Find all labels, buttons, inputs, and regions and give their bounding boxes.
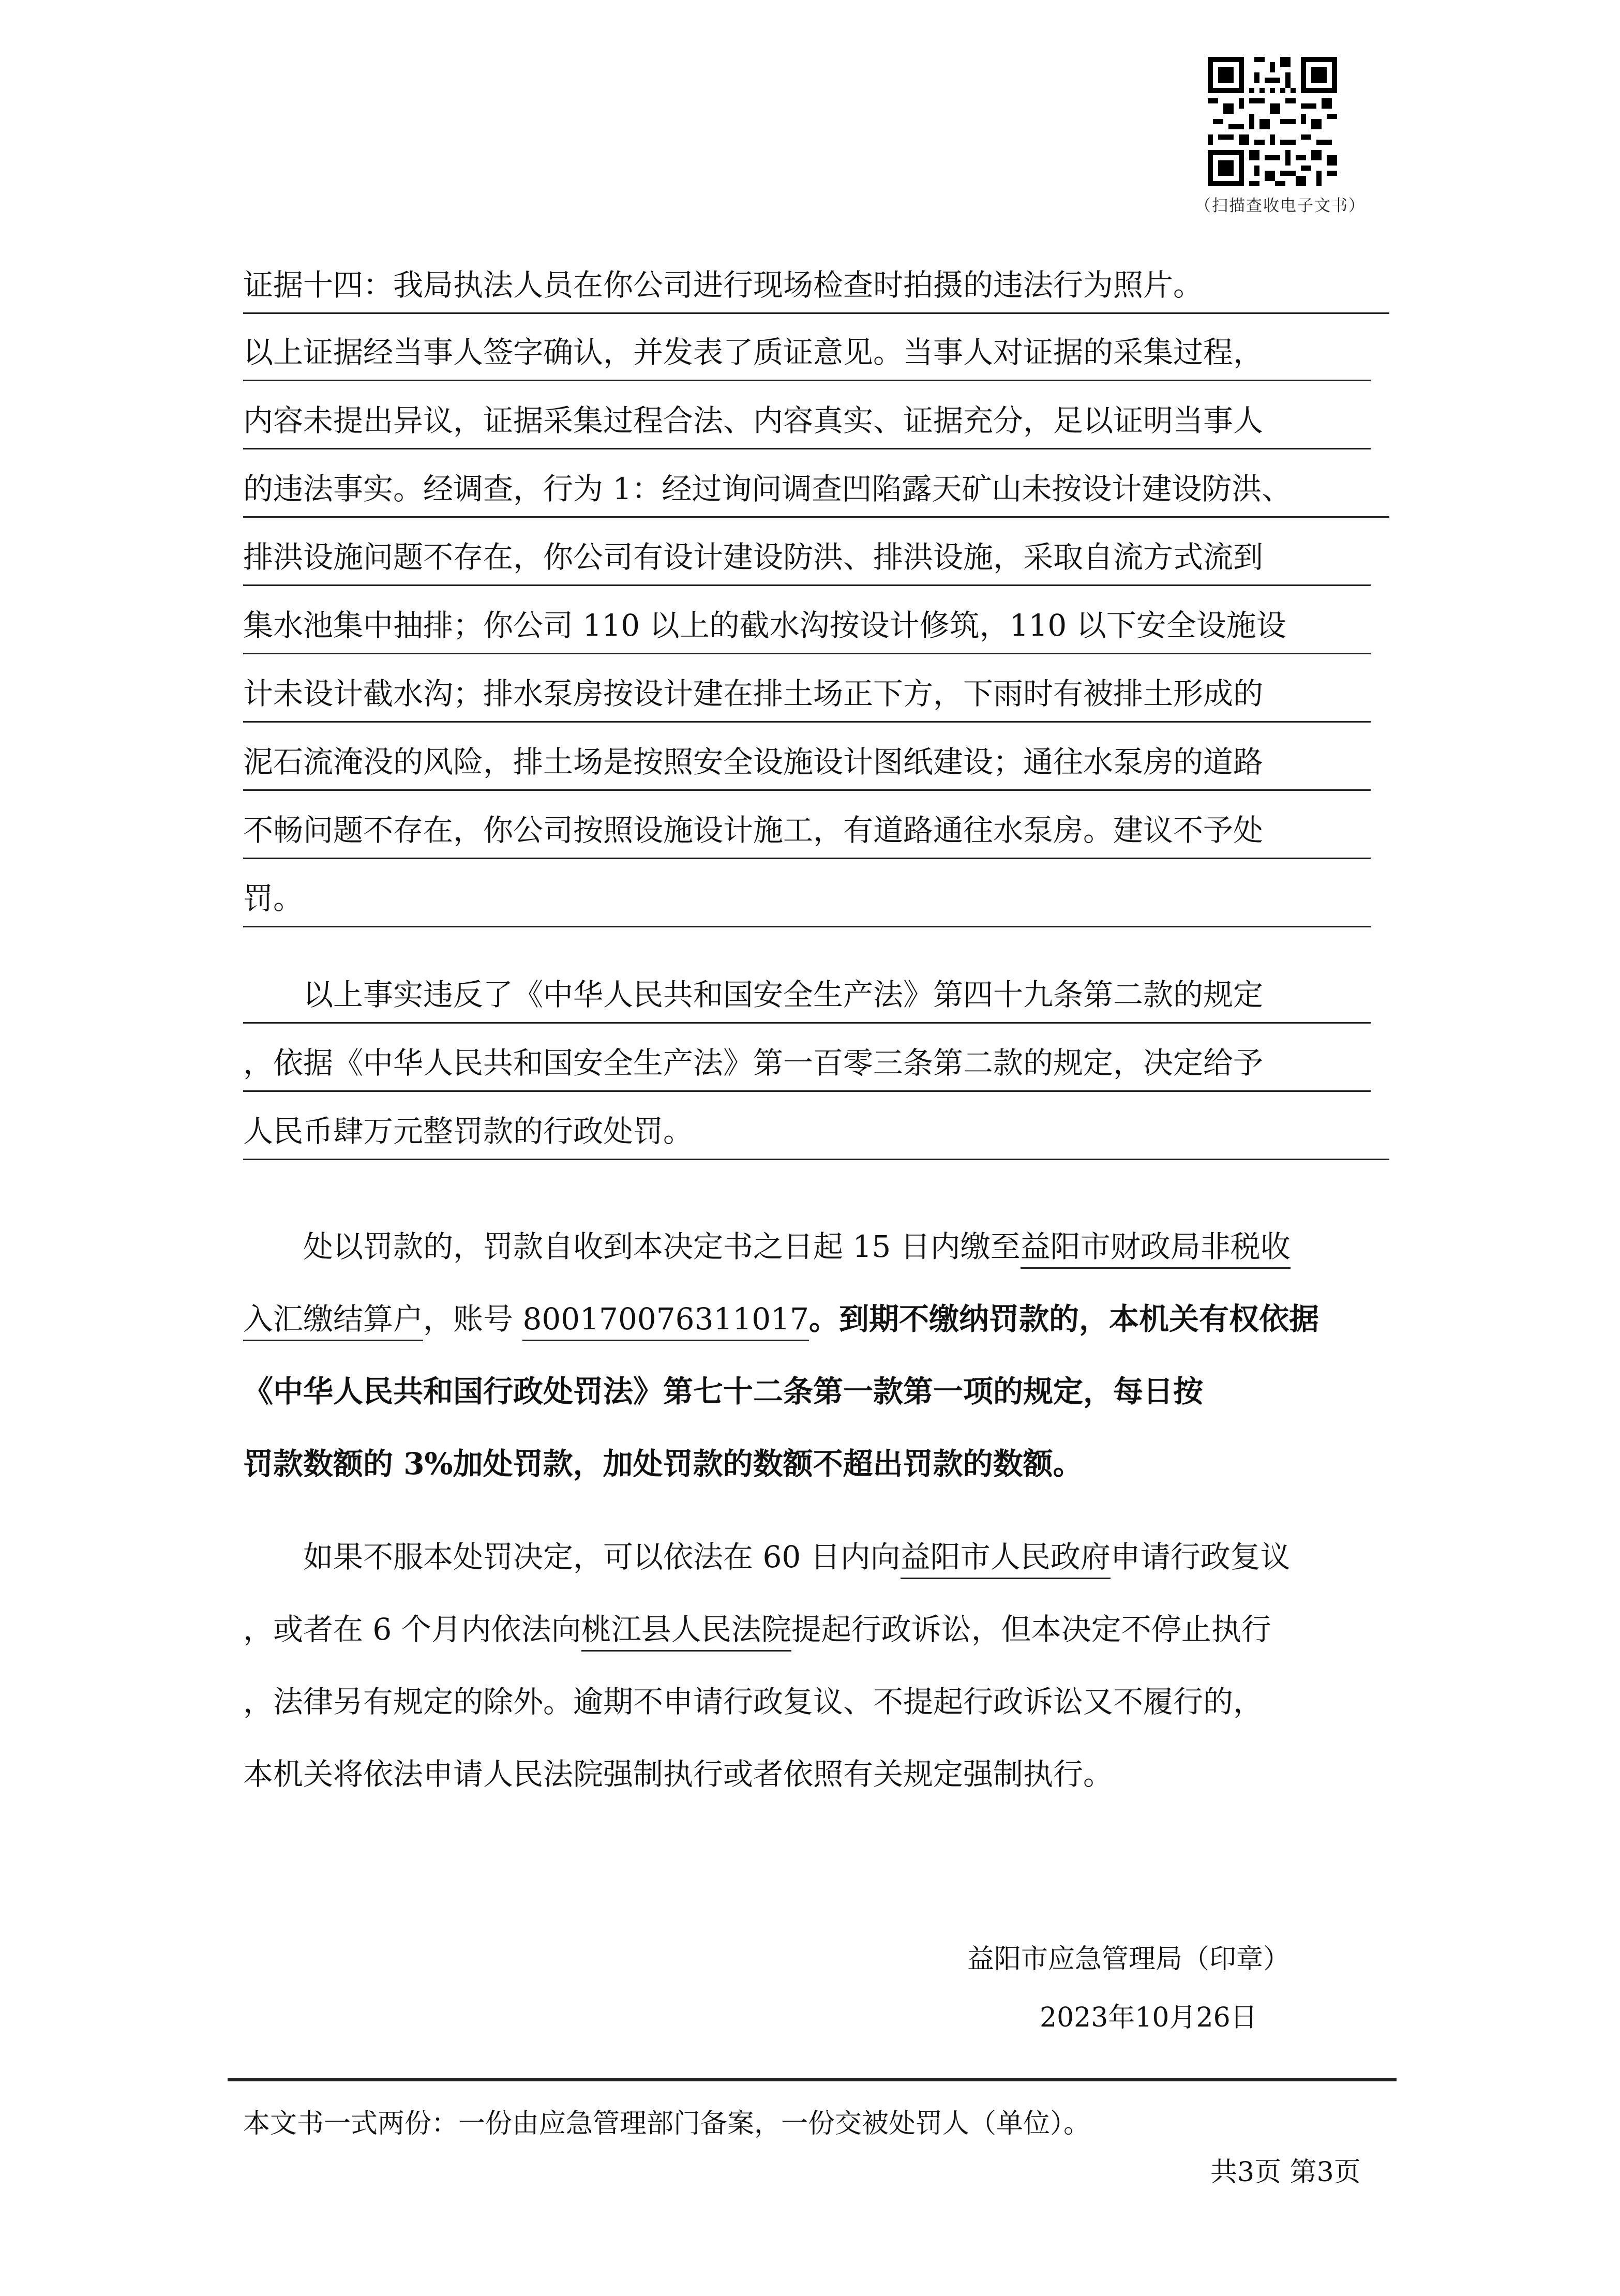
footer-divider <box>228 2078 1397 2081</box>
evidence-line: 集水池集中抽排；你公司 110 以上的截水沟按设计修筑，110 以下安全设施设 <box>243 596 1371 654</box>
appeal-text: 提起行政诉讼，但本决定不停止执行 <box>791 1612 1271 1647</box>
payment-line: 罚款数额的 3%加处罚款，加处罚款的数额不超出罚款的数额。 <box>243 1446 1083 1481</box>
appeal-text: 如果不服本处罚决定，可以依法在 60 日内向 <box>303 1539 901 1574</box>
appeal-line <box>243 1521 1389 1593</box>
payment-account-name: 益阳市财政局非税收 <box>1021 1229 1291 1269</box>
violation-line: 以上事实违反了《中华人民共和国安全生产法》第四十九条第二款的规定 <box>243 966 1371 1024</box>
copy-note: 本文书一式两份：一份由应急管理部门备案，一份交被处罚人（单位）。 <box>243 2108 1091 2139</box>
qr-code-icon[interactable] <box>1208 57 1337 186</box>
appeal-line: 本机关将依法申请人民法院强制执行或者依照有关规定强制执行。 <box>243 1757 1114 1792</box>
evidence-line: 计未设计截水沟；排水泵房按设计建在排土场正下方，下雨时有被排土形成的 <box>243 665 1371 723</box>
appeal-text: ，或者在 6 个月内依法向 <box>243 1612 581 1647</box>
evidence-line: 不畅问题不存在，你公司按照设施设计施工，有道路通往水泵房。建议不予处 <box>243 801 1371 859</box>
payment-text: 。到期不缴纳罚款的，本机关有权依据 <box>808 1301 1319 1337</box>
appeal-line: ，法律另有规定的除外。逾期不申请行政复议、不提起行政诉讼又不履行的， <box>243 1684 1264 1719</box>
payment-line <box>243 1210 1389 1283</box>
qr-caption: （扫描查收电子文书） <box>1195 197 1366 215</box>
page-number: 共3页 第3页 <box>1210 2157 1361 2188</box>
evidence-line: 以上证据经当事人签字确认，并发表了质证意见。当事人对证据的采集过程， <box>243 323 1371 381</box>
evidence-line: 证据十四：我局执法人员在你公司进行现场检查时拍摄的违法行为照片。 <box>243 256 1389 314</box>
payment-text: 处以罚款的，罚款自收到本决定书之日起 15 日内缴至 <box>303 1229 1021 1264</box>
appeal-line <box>243 1593 1389 1665</box>
payment-text: ，账号 <box>423 1301 523 1337</box>
issue-date: 2023年10月26日 <box>1040 2002 1257 2033</box>
violation-line: 人民币肆万元整罚款的行政处罚。 <box>243 1102 1389 1160</box>
violation-line: ，依据《中华人民共和国安全生产法》第一百零三条第二款的规定，决定给予 <box>243 1034 1371 1092</box>
evidence-line: 内容未提出异议，证据采集过程合法、内容真实、证据充分，足以证明当事人 <box>243 392 1371 449</box>
qr-code-block <box>1195 57 1366 216</box>
evidence-line: 排洪设施问题不存在，你公司有设计建设防洪、排洪设施，采取自流方式流到 <box>243 528 1371 586</box>
payment-line <box>243 1283 1389 1355</box>
payment-account-name: 入汇缴结算户 <box>243 1301 423 1341</box>
appeal-court: 桃江县人民法院 <box>581 1612 791 1652</box>
payment-line: 《中华人民共和国行政处罚法》第七十二条第一款第一项的规定，每日按 <box>243 1374 1204 1409</box>
issuing-authority: 益阳市应急管理局（印章） <box>967 1944 1291 1975</box>
evidence-line: 罚。 <box>243 869 1371 927</box>
evidence-line: 的违法事实。经调查，行为 1：经过询问调查凹陷露天矿山未按设计建设防洪、 <box>243 460 1389 518</box>
evidence-line: 泥石流淹没的风险，排土场是按照安全设施设计图纸建设；通往水泵房的道路 <box>243 733 1371 791</box>
appeal-government: 益阳市人民政府 <box>901 1539 1111 1579</box>
payment-account-number: 800170076311017 <box>522 1301 809 1341</box>
appeal-text: 申请行政复议 <box>1110 1539 1291 1574</box>
